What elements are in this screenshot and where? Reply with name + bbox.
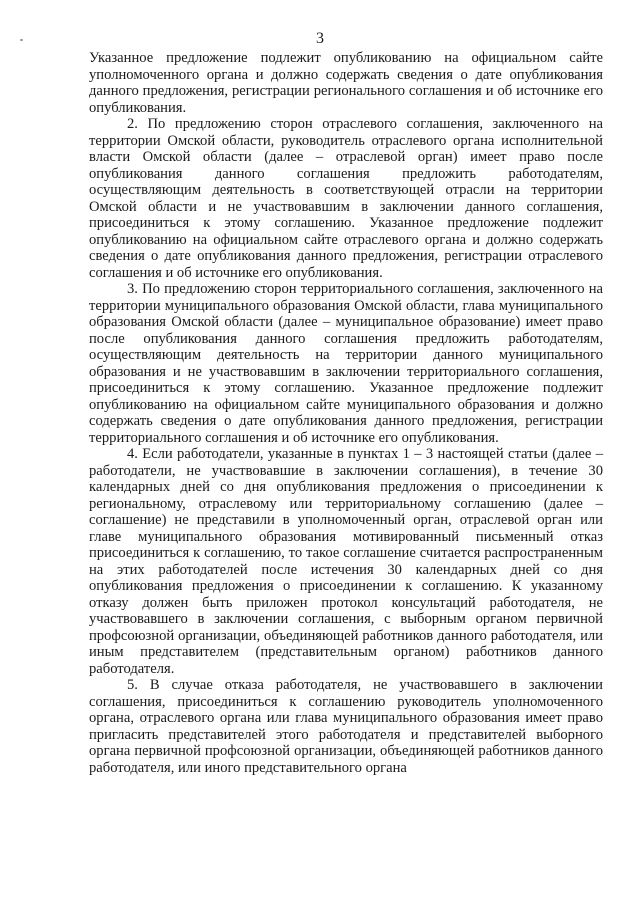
- document-body: [89, 50, 603, 776]
- paragraph-item-2: 2. По предложению сторон отраслевого соглашения, заключенного на территории Омской области, руководитель отраслевого органа исполнительной власти Омской области (далее – отраслевой орган) имеет право после опубликования данного соглашения предложить работодателям, осуществляющим деятельность в соответствующей отрасли на территории Омской области и не участвовавшим в заключении данного соглашения, присоединиться к этому соглашению. Указанное предложение подлежит опубликованию на официальном сайте отраслевого органа и должно содержать сведения о дате опубликования данного предложения, регистрации отраслевого соглашения и об источнике его опубликования.: [89, 116, 603, 281]
- page-number: 3: [316, 30, 324, 47]
- paragraph-item-3: 3. По предложению сторон территориального соглашения, заключенного на территории муниципального образования Омской области, глава муниципального образования Омской области (далее – муниципальное образование) имеет право после опубликования данного соглашения предложить работодателям, осуществляющим деятельность на территории данного муниципального образования и не участвовавшим в заключении территориального соглашения, присоединиться к этому соглашению. Указанное предложение подлежит опубликованию на официальном сайте муниципального образования и должно содержать сведения о дате опубликования данного предложения, регистрации территориального соглашения и об источнике его опубликования.: [89, 281, 603, 446]
- paragraph-item-4: 4. Если работодатели, указанные в пунктах 1 – 3 настоящей статьи (далее – работодатели, не участвовавшие в заключении соглашения), в течение 30 календарных дней со дня опубликования предложения о присоединении к региональному, отраслевому или территориальному соглашению (далее – соглашение) не представили в уполномоченный орган, отраслевой орган или главе муниципального образования мотивированный письменный отказ присоединиться к соглашению, то такое соглашение считается распространенным на этих работодателей после истечения 30 календарных дней со дня опубликования предложения о присоединении к соглашению. К указанному отказу должен быть приложен протокол консультаций работодателя, не участвовавшего в заключении соглашения, с выборным органом первичной профсоюзной организации, объединяющей работников данного работодателя, или иным представителем (представительным органом) работников данного работодателя.: [89, 446, 603, 677]
- paragraph-continuation: Указанное предложение подлежит опубликованию на официальном сайте уполномоченного органа и должно содержать сведения о дате опубликования данного предложения, регистрации регионального соглашения и об источнике его опубликования.: [89, 50, 603, 116]
- paragraph-item-5: 5. В случае отказа работодателя, не участвовавшего в заключении соглашения, присоединиться к соглашению руководитель уполномоченного органа, отраслевого органа или глава муниципального образования имеет право пригласить представителей этого работодателя и представителей выборного органа первичной профсоюзной организации, объединяющей работников данного работодателя, или иного представительного органа: [89, 677, 603, 776]
